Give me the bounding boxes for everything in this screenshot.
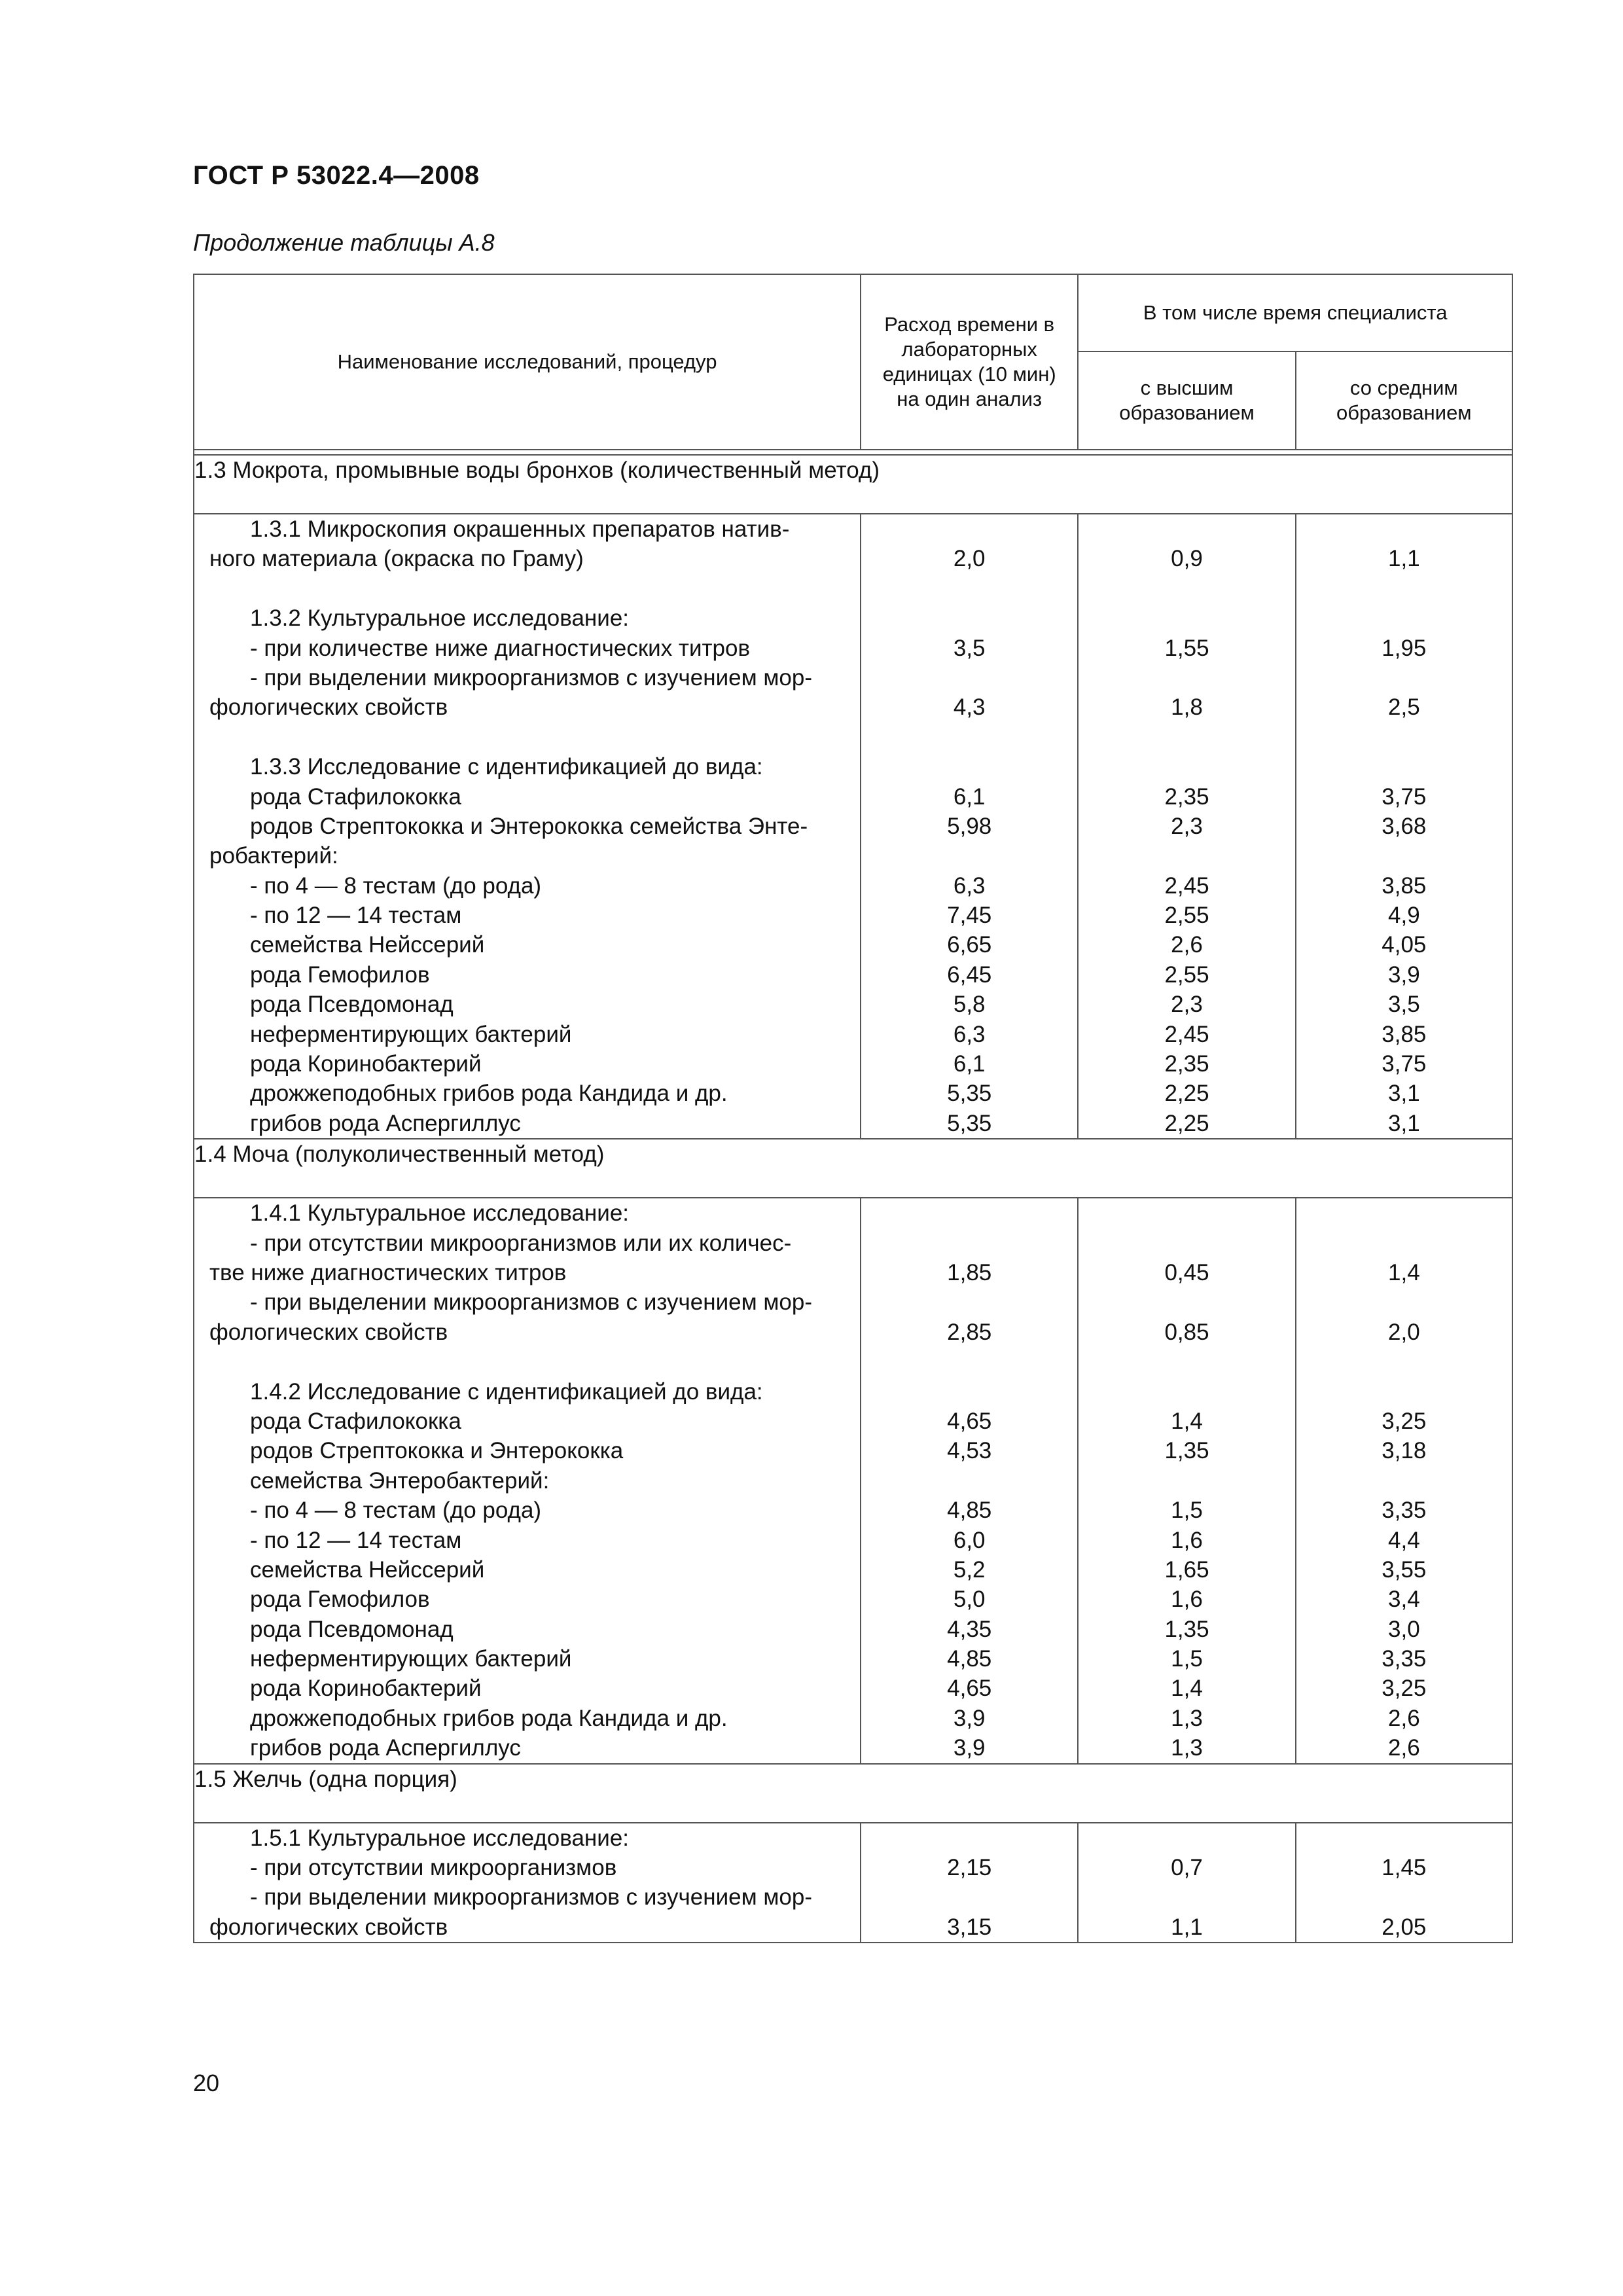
empty-line (1079, 723, 1294, 752)
total-time-value: 7,45 (947, 903, 992, 929)
procedure-line: - по 12 — 14 тестам (250, 903, 462, 929)
empty-line (861, 1882, 1077, 1912)
procedure-cell (194, 1823, 861, 1943)
procedure-line: грибов рода Аспергиллус (250, 1735, 521, 1761)
total-time-value: 4,35 (947, 1616, 992, 1642)
total-time-value: 4,3 (953, 694, 986, 721)
secondary-ed-value: 3,85 (1382, 872, 1427, 899)
header-total-time (861, 274, 1078, 450)
procedure-line: семейства Нейссерий (250, 1556, 485, 1583)
higher-ed-value: 1,8 (1171, 694, 1203, 721)
higher-ed-value: 2,3 (1171, 813, 1203, 839)
empty-line (861, 1377, 1077, 1407)
empty-line (1296, 1882, 1512, 1912)
empty-line (1079, 1287, 1294, 1317)
table-body (194, 455, 1512, 1943)
secondary-ed-value: 2,6 (1388, 1735, 1420, 1761)
procedure-line: рода Стафилококка (250, 1408, 461, 1434)
empty-line (1296, 574, 1512, 603)
higher-ed-value: 2,35 (1164, 1051, 1209, 1077)
spacer-line (194, 723, 860, 752)
higher-ed-value: 1,5 (1171, 1646, 1203, 1672)
procedure-line: - при выделении микроорганизмов с изучением мор- (250, 664, 813, 691)
higher-ed-time-cell (1078, 514, 1295, 1139)
procedure-cell (194, 1198, 861, 1763)
secondary-ed-value: 3,25 (1382, 1408, 1427, 1434)
secondary-ed-value: 3,0 (1388, 1616, 1420, 1642)
procedure-line: родов Стрептококка и Энтерококка семейства Энте- (250, 813, 808, 839)
secondary-ed-value: 3,35 (1382, 1498, 1427, 1524)
procedure-line: 1.3.3 Исследование с идентификацией до вида: (250, 754, 763, 780)
secondary-ed-value: 3,35 (1382, 1646, 1427, 1672)
spacer-line (194, 1347, 860, 1376)
total-time-value: 3,9 (953, 1735, 986, 1761)
empty-line (1079, 1466, 1294, 1496)
empty-line (1079, 603, 1294, 633)
empty-line (1296, 1466, 1512, 1496)
higher-ed-value: 1,3 (1171, 1735, 1203, 1761)
secondary-ed-value: 3,55 (1382, 1556, 1427, 1583)
secondary-ed-value: 1,1 (1388, 546, 1420, 572)
secondary-ed-value: 4,05 (1382, 932, 1427, 958)
procedure-line: рода Гемофилов (250, 961, 430, 988)
empty-line (1079, 663, 1294, 692)
empty-line (861, 1229, 1077, 1258)
procedure-line: 1.5.1 Культуральное исследование: (250, 1825, 630, 1851)
procedure-line: - при отсутствии микроорганизмов (250, 1855, 617, 1881)
total-time-value: 2,85 (947, 1319, 992, 1345)
secondary-ed-value: 3,5 (1388, 992, 1420, 1018)
empty-line (1296, 1823, 1512, 1853)
header-secondary-line: образованием (1336, 401, 1472, 424)
procedure-line: - при выделении микроорганизмов с изучением мор- (250, 1289, 813, 1316)
header-secondary-line: со средним (1349, 376, 1458, 399)
header-secondary-education (1296, 351, 1512, 450)
procedure-line: фологических свойств (209, 1319, 448, 1345)
section-row (194, 1764, 1512, 1823)
empty-line (861, 1198, 1077, 1228)
empty-line (861, 663, 1077, 692)
procedure-line: рода Псевдомонад (250, 1616, 454, 1642)
total-time-cell (861, 514, 1078, 1139)
higher-ed-value: 2,25 (1164, 1110, 1209, 1136)
secondary-ed-time-cell (1296, 514, 1512, 1139)
empty-line (1079, 574, 1294, 603)
section-title: 1.5 Желчь (одна порция) (194, 1764, 1512, 1823)
procedure-line: - при отсутствии микроорганизмов или их количес- (250, 1230, 792, 1256)
empty-line (1079, 514, 1294, 544)
procedure-line: - по 4 — 8 тестам (до рода) (250, 872, 542, 899)
procedure-line: - при выделении микроорганизмов с изучением мор- (250, 1884, 813, 1910)
total-time-value: 4,85 (947, 1498, 992, 1524)
procedure-line: ного материала (окраска по Граму) (209, 546, 584, 572)
higher-ed-value: 1,3 (1171, 1705, 1203, 1731)
procedure-line: 1.4.1 Культуральное исследование: (250, 1200, 630, 1227)
procedure-cell (194, 514, 861, 1139)
total-time-value: 6,3 (953, 1021, 986, 1047)
higher-ed-value: 2,35 (1164, 783, 1209, 810)
higher-ed-value: 1,35 (1164, 1616, 1209, 1642)
procedure-line: - при количестве ниже диагностических титров (250, 635, 751, 661)
document-title: ГОСТ Р 53022.4—2008 (193, 161, 480, 190)
empty-line (1296, 663, 1512, 692)
section-title: 1.4 Моча (полуколичественный метод) (194, 1139, 1512, 1198)
secondary-ed-value: 3,75 (1382, 1051, 1427, 1077)
secondary-ed-value: 1,4 (1388, 1259, 1420, 1285)
higher-ed-value: 0,9 (1171, 546, 1203, 572)
procedure-line: тве ниже диагностических титров (209, 1259, 567, 1285)
secondary-ed-time-cell (1296, 1198, 1512, 1763)
secondary-ed-value: 1,45 (1382, 1855, 1427, 1881)
empty-line (861, 723, 1077, 752)
total-time-value: 5,0 (953, 1587, 986, 1613)
section-content-row (194, 1823, 1512, 1943)
empty-line (1296, 603, 1512, 633)
secondary-ed-value: 3,25 (1382, 1676, 1427, 1702)
secondary-ed-value: 2,05 (1382, 1914, 1427, 1940)
header-separator (194, 450, 1512, 455)
total-time-value: 5,2 (953, 1556, 986, 1583)
empty-line (861, 1287, 1077, 1317)
secondary-ed-time-cell (1296, 1823, 1512, 1943)
section-content-row (194, 514, 1512, 1139)
higher-ed-value: 1,4 (1171, 1676, 1203, 1702)
higher-ed-value: 2,55 (1164, 903, 1209, 929)
secondary-ed-value: 3,1 (1388, 1110, 1420, 1136)
empty-line (1079, 1882, 1294, 1912)
higher-ed-value: 2,55 (1164, 961, 1209, 988)
total-time-value: 3,15 (947, 1914, 992, 1940)
empty-line (1296, 1377, 1512, 1407)
header-higher-education (1078, 351, 1295, 450)
table-caption: Продолжение таблицы А.8 (193, 229, 495, 256)
procedure-line: рода Коринобактерий (250, 1676, 482, 1702)
empty-line (861, 1466, 1077, 1496)
procedure-line: дрожжеподобных грибов рода Кандида и др. (250, 1081, 728, 1107)
total-time-value: 4,53 (947, 1438, 992, 1464)
empty-line (1296, 752, 1512, 781)
section-content-row (194, 1198, 1512, 1763)
empty-line (1296, 1347, 1512, 1376)
total-time-value: 1,85 (947, 1259, 992, 1285)
procedure-line: 1.4.2 Исследование с идентификацией до вида: (250, 1378, 763, 1405)
procedure-line: - по 4 — 8 тестам (до рода) (250, 1498, 542, 1524)
header-specialist-group: В том числе время специалиста (1078, 274, 1512, 351)
empty-line (1296, 1229, 1512, 1258)
total-time-cell (861, 1823, 1078, 1943)
secondary-ed-value: 2,6 (1388, 1705, 1420, 1731)
higher-ed-value: 1,65 (1164, 1556, 1209, 1583)
higher-ed-value: 0,7 (1171, 1855, 1203, 1881)
procedure-line: неферментирующих бактерий (250, 1646, 572, 1672)
empty-line (1079, 1377, 1294, 1407)
total-time-value: 5,35 (947, 1081, 992, 1107)
empty-line (861, 603, 1077, 633)
empty-line (861, 574, 1077, 603)
higher-ed-time-cell (1078, 1198, 1295, 1763)
higher-ed-value: 2,45 (1164, 1021, 1209, 1047)
total-time-value: 2,0 (953, 546, 986, 572)
higher-ed-value: 1,5 (1171, 1498, 1203, 1524)
header-total-line: Расход времени в (884, 313, 1055, 336)
higher-ed-value: 1,55 (1164, 635, 1209, 661)
higher-ed-value: 1,1 (1171, 1914, 1203, 1940)
procedure-line: рода Коринобактерий (250, 1051, 482, 1077)
empty-line (861, 752, 1077, 781)
empty-line (1079, 1823, 1294, 1853)
spacer-line (194, 574, 860, 603)
secondary-ed-value: 2,5 (1388, 694, 1420, 721)
total-time-value: 3,9 (953, 1705, 986, 1731)
secondary-ed-value: 4,4 (1388, 1527, 1420, 1553)
total-time-value: 5,35 (947, 1110, 992, 1136)
empty-line (1296, 514, 1512, 544)
header-total-line: на один анализ (897, 387, 1043, 410)
page-number: 20 (193, 2070, 220, 2096)
higher-ed-value: 1,35 (1164, 1438, 1209, 1464)
empty-line (861, 841, 1077, 870)
higher-ed-value: 2,6 (1171, 932, 1203, 958)
empty-line (861, 1823, 1077, 1853)
secondary-ed-value: 4,9 (1388, 903, 1420, 929)
empty-line (1079, 1347, 1294, 1376)
secondary-ed-value: 3,1 (1388, 1081, 1420, 1107)
higher-ed-value: 2,3 (1171, 992, 1203, 1018)
header-higher-line: с высшим (1140, 376, 1234, 399)
section-row (194, 1139, 1512, 1198)
total-time-value: 4,65 (947, 1676, 992, 1702)
procedure-line: родов Стрептококка и Энтерококка (250, 1438, 624, 1464)
procedure-line: грибов рода Аспергиллус (250, 1110, 521, 1136)
higher-ed-value: 1,6 (1171, 1527, 1203, 1553)
empty-line (1296, 723, 1512, 752)
higher-ed-value: 2,25 (1164, 1081, 1209, 1107)
total-time-value: 5,98 (947, 813, 992, 839)
secondary-ed-value: 3,18 (1382, 1438, 1427, 1464)
empty-line (1296, 1287, 1512, 1317)
total-time-value: 2,15 (947, 1855, 992, 1881)
procedure-line: фологических свойств (209, 694, 448, 721)
total-time-cell (861, 1198, 1078, 1763)
empty-line (861, 514, 1077, 544)
secondary-ed-value: 3,9 (1388, 961, 1420, 988)
procedure-line: 1.3.2 Культуральное исследование: (250, 605, 630, 632)
empty-line (861, 1347, 1077, 1376)
secondary-ed-value: 2,0 (1388, 1319, 1420, 1345)
total-time-value: 5,8 (953, 992, 986, 1018)
header-total-line: лабораторных (901, 338, 1037, 361)
total-time-value: 6,0 (953, 1527, 986, 1553)
total-time-value: 4,85 (947, 1646, 992, 1672)
higher-ed-value: 2,45 (1164, 872, 1209, 899)
total-time-value: 6,45 (947, 961, 992, 988)
procedure-line: 1.3.1 Микроскопия окрашенных препаратов натив- (250, 516, 790, 542)
time-norms-table (193, 274, 1513, 1943)
secondary-ed-value: 1,95 (1382, 635, 1427, 661)
procedure-line: неферментирующих бактерий (250, 1021, 572, 1047)
procedure-line: дрожжеподобных грибов рода Кандида и др. (250, 1705, 728, 1731)
total-time-value: 6,3 (953, 872, 986, 899)
higher-ed-time-cell (1078, 1823, 1295, 1943)
procedure-line: фологических свойств (209, 1914, 448, 1940)
higher-ed-value: 0,85 (1164, 1319, 1209, 1345)
total-time-value: 3,5 (953, 635, 986, 661)
procedure-line: семейства Нейссерий (250, 932, 485, 958)
empty-line (1079, 752, 1294, 781)
secondary-ed-value: 3,85 (1382, 1021, 1427, 1047)
total-time-value: 6,65 (947, 932, 992, 958)
total-time-value: 6,1 (953, 783, 986, 810)
header-name: Наименование исследований, процедур (194, 274, 861, 450)
empty-line (1079, 841, 1294, 870)
procedure-line: рода Стафилококка (250, 783, 461, 810)
empty-line (1079, 1198, 1294, 1228)
procedure-line: семейства Энтеробактерий: (250, 1467, 550, 1494)
higher-ed-value: 0,45 (1164, 1259, 1209, 1285)
header-higher-line: образованием (1119, 401, 1255, 424)
secondary-ed-value: 3,4 (1388, 1587, 1420, 1613)
secondary-ed-value: 3,75 (1382, 783, 1427, 810)
higher-ed-value: 1,6 (1171, 1587, 1203, 1613)
higher-ed-value: 1,4 (1171, 1408, 1203, 1434)
section-row (194, 455, 1512, 514)
secondary-ed-value: 3,68 (1382, 813, 1427, 839)
empty-line (1296, 1198, 1512, 1228)
procedure-line: робактерий: (209, 843, 338, 869)
header-total-line: единицах (10 мин) (882, 363, 1056, 386)
total-time-value: 4,65 (947, 1408, 992, 1434)
procedure-line: рода Гемофилов (250, 1587, 430, 1613)
empty-line (1079, 1229, 1294, 1258)
procedure-line: рода Псевдомонад (250, 992, 454, 1018)
table-header (194, 274, 1512, 455)
empty-line (1296, 841, 1512, 870)
section-title: 1.3 Мокрота, промывные воды бронхов (количественный метод) (194, 455, 1512, 514)
procedure-line: - по 12 — 14 тестам (250, 1527, 462, 1553)
total-time-value: 6,1 (953, 1051, 986, 1077)
